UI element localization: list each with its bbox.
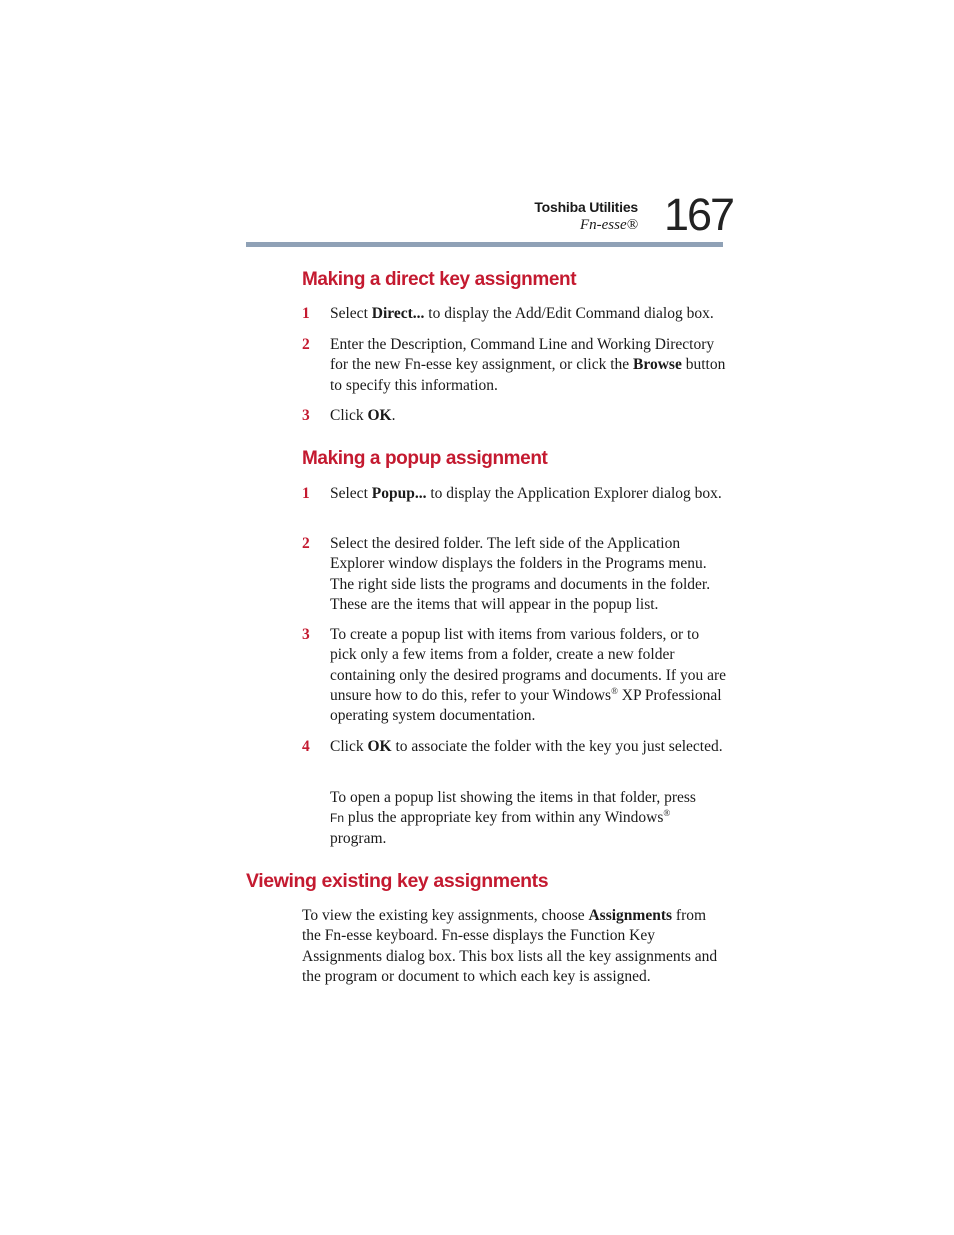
step-text-part: To create a popup list with items from various folders, or to pick only a few items from a folder, create a new folder containing only the desired programs and documents. If you are unsure how to do this, refer to your Windows: [330, 626, 726, 704]
step-number: 4: [302, 738, 310, 755]
step-text-bold: OK: [367, 407, 392, 424]
step-text: [330, 625, 727, 726]
step-text-part: button to specify this information.: [330, 356, 726, 394]
paragraph-text-part: from the Fn-esse keyboard. Fn-esse displays the Function Key Assignments dialog box. This box lists all the key assignments and the program or document to which each key is assigned.: [302, 907, 718, 985]
step-text: [330, 484, 727, 504]
registered-mark: ®: [611, 685, 618, 696]
viewing-paragraph: [302, 906, 722, 987]
step-number: 1: [302, 485, 310, 502]
step-number: 2: [302, 535, 310, 552]
step-text-part: .: [391, 407, 396, 424]
step-text: [330, 304, 727, 324]
step-text-part: XP Professional operating system documentation.: [330, 686, 722, 725]
running-header-subsection: Fn-esse®: [579, 217, 638, 233]
step-text: Select the desired folder. The left side of the Application Explorer window displays the folders in the Programs menu. The right side lists the programs and documents in the folder. These are the items that will appear in the popup list.: [330, 535, 711, 613]
step-text-part: to display the Application Explorer dialog box.: [426, 485, 722, 502]
step-text-part: to associate the folder with the key you just selected.: [391, 738, 723, 755]
step-text-part: Enter the Description, Command Line and Working Directory for the new Fn-esse key assignment, or click the: [330, 336, 715, 374]
step-text-bold: Direct...: [371, 305, 425, 322]
note-text-part: program.: [330, 829, 387, 847]
step-text: [330, 737, 727, 757]
heading-viewing-key-assignments: Viewing existing key assignments: [246, 870, 549, 892]
header-rule: [246, 242, 723, 247]
note-text-part: plus the appropriate key from within any Windows: [344, 809, 664, 827]
step-text-part: Click: [330, 407, 368, 424]
step-text-bold: Popup...: [371, 485, 427, 502]
step-text-part: to display the Add/Edit Command dialog box.: [424, 305, 714, 322]
step-text: [330, 335, 727, 396]
heading-direct-key-assignment: Making a direct key assignment: [302, 269, 577, 290]
step-number: 1: [302, 305, 310, 322]
step-text-bold: Browse: [633, 356, 682, 374]
step-number: 2: [302, 336, 310, 353]
step-number: 3: [302, 407, 310, 424]
step-number: 3: [302, 626, 310, 643]
registered-mark: ®: [663, 808, 671, 819]
heading-popup-assignment: Making a popup assignment: [302, 448, 548, 469]
step-text-part: Select: [330, 485, 372, 502]
step-text-bold: OK: [367, 738, 392, 755]
paragraph-text-bold: Assignments: [588, 907, 673, 924]
page-number: 167: [664, 189, 734, 240]
paragraph-text-part: To view the existing key assignments, choose: [302, 907, 589, 924]
step-text-part: Select: [330, 305, 372, 322]
note-text-part: To open a popup list showing the items in that folder, press: [330, 789, 696, 806]
step-text-part: Click: [330, 738, 368, 755]
popup-note: [330, 788, 710, 849]
step-text: [330, 406, 727, 426]
fn-key-label: Fn: [330, 811, 345, 826]
running-header-section: Toshiba Utilities: [534, 199, 638, 215]
